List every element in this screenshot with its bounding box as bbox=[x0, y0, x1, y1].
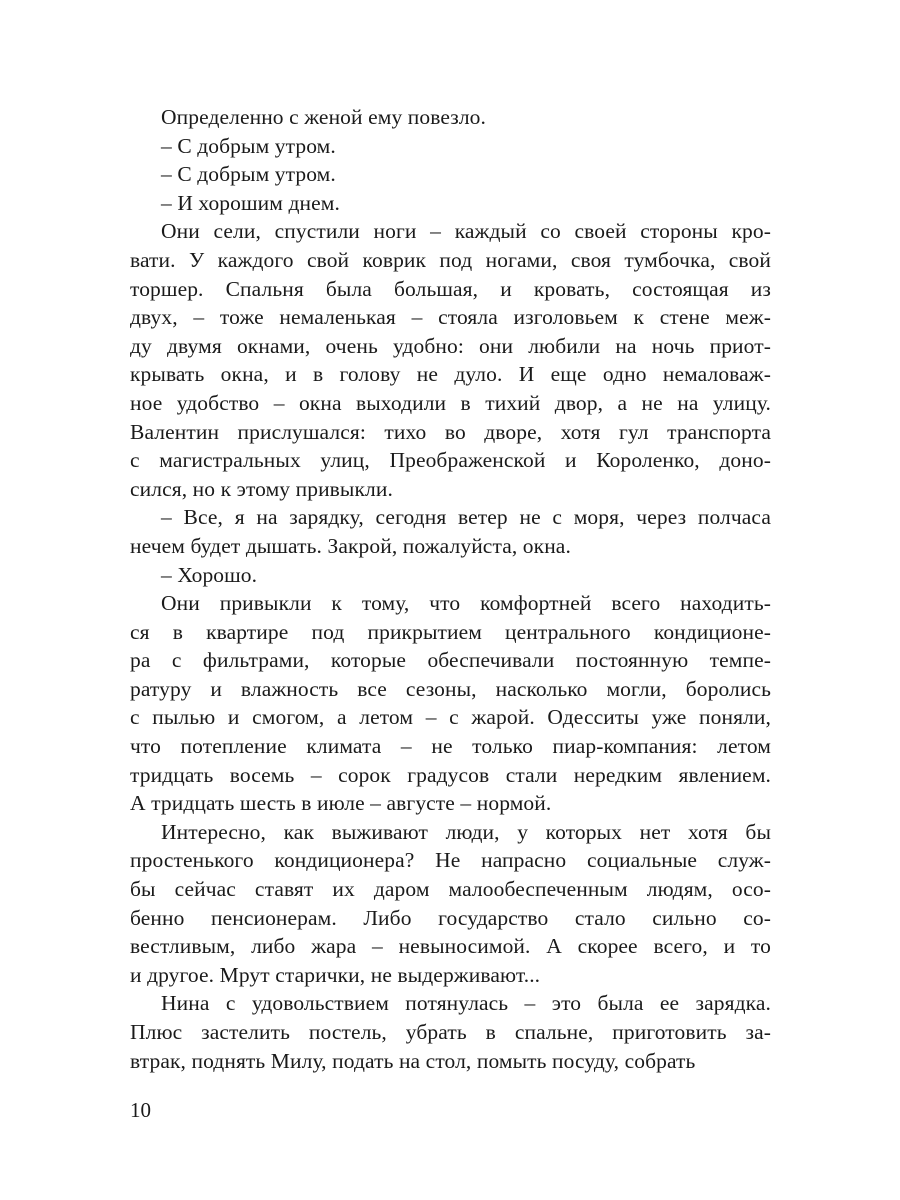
text-line: ратуру и влажность все сезоны, насколько могли, боролись bbox=[130, 676, 771, 701]
text-line: – Все, я на зарядку, сегодня ветер не с моря, через полчаса bbox=[161, 505, 771, 530]
paragraph bbox=[130, 160, 771, 189]
text-line: ся в квартире под прикрытием центрального кондиционе- bbox=[130, 619, 771, 644]
text-line: – Хорошо. bbox=[161, 562, 258, 587]
text-line: ное удобство – окна выходили в тихий двор, а не на улицу. bbox=[130, 390, 771, 415]
text-line: бы сейчас ставят их даром малообеспеченным людям, осо- bbox=[130, 877, 771, 902]
text-line: что потепление климата – не только пиар-компания: летом bbox=[130, 734, 771, 759]
text-line: втрак, поднять Милу, подать на стол, помыть посуду, собрать bbox=[130, 1048, 696, 1073]
text-line: нечем будет дышать. Закрой, пожалуйста, окна. bbox=[130, 533, 571, 558]
paragraph bbox=[130, 503, 771, 560]
paragraph bbox=[130, 589, 771, 818]
text-line: Нина с удовольствием потянулась – это была ее зарядка. bbox=[161, 991, 771, 1016]
text-line: торшер. Спальня была большая, и кровать, состоящая из bbox=[130, 276, 771, 301]
text-line: Они сели, спустили ноги – каждый со своей стороны кро- bbox=[161, 219, 771, 244]
paragraph bbox=[130, 189, 771, 218]
paragraph bbox=[130, 103, 771, 132]
paragraph bbox=[130, 818, 771, 990]
text-line: вати. У каждого свой коврик под ногами, своя тумбочка, свой bbox=[130, 247, 771, 272]
text-line: – И хорошим днем. bbox=[161, 190, 340, 215]
text-line: вестливым, либо жара – невыносимой. А скорее всего, и то bbox=[130, 934, 771, 959]
text-line: простенького кондиционера? Не напрасно социальные служ- bbox=[130, 848, 771, 873]
text-line: – С добрым утром. bbox=[161, 162, 336, 187]
text-line: – С добрым утром. bbox=[161, 133, 336, 158]
text-line: крывать окна, и в голову не дуло. И еще одно немаловаж- bbox=[130, 362, 771, 387]
text-line: двух, – тоже немаленькая – стояла изголовьем к стене меж- bbox=[130, 305, 771, 330]
text-line: Определенно с женой ему повезло. bbox=[161, 105, 487, 129]
text-line: Интересно, как выживают люди, у которых нет хотя бы bbox=[161, 819, 771, 844]
text-line: с магистральных улиц, Преображенской и Короленко, доно- bbox=[130, 448, 771, 473]
page-number: 10 bbox=[130, 1098, 151, 1122]
text-line: Валентин прислушался: тихо во дворе, хотя гул транспорта bbox=[130, 419, 771, 444]
paragraph bbox=[130, 217, 771, 503]
text-line: сился, но к этому привыкли. bbox=[130, 476, 393, 501]
paragraph bbox=[130, 561, 771, 590]
text-line: с пылью и смогом, а летом – с жарой. Одесситы уже поняли, bbox=[130, 705, 771, 730]
text-line: ра с фильтрами, которые обеспечивали постоянную темпе- bbox=[130, 648, 771, 673]
text-line: Плюс застелить постель, убрать в спальне, приготовить за- bbox=[130, 1020, 771, 1044]
text-line: тридцать восемь – сорок градусов стали нередким явлением. bbox=[130, 762, 771, 787]
text-line: Они привыкли к тому, что комфортней всего находить- bbox=[161, 591, 771, 616]
text-line: А тридцать шесть в июле – августе – нормой. bbox=[130, 791, 552, 816]
text-block bbox=[130, 103, 771, 1075]
text-line: бенно пенсионерам. Либо государство стало сильно со- bbox=[130, 905, 771, 930]
text-line: и другое. Мрут старички, не выдерживают... bbox=[130, 962, 541, 987]
paragraph bbox=[130, 989, 771, 1075]
text-line: ду двумя окнами, очень удобно: они любили на ночь приот- bbox=[130, 333, 771, 358]
paragraph bbox=[130, 132, 771, 161]
